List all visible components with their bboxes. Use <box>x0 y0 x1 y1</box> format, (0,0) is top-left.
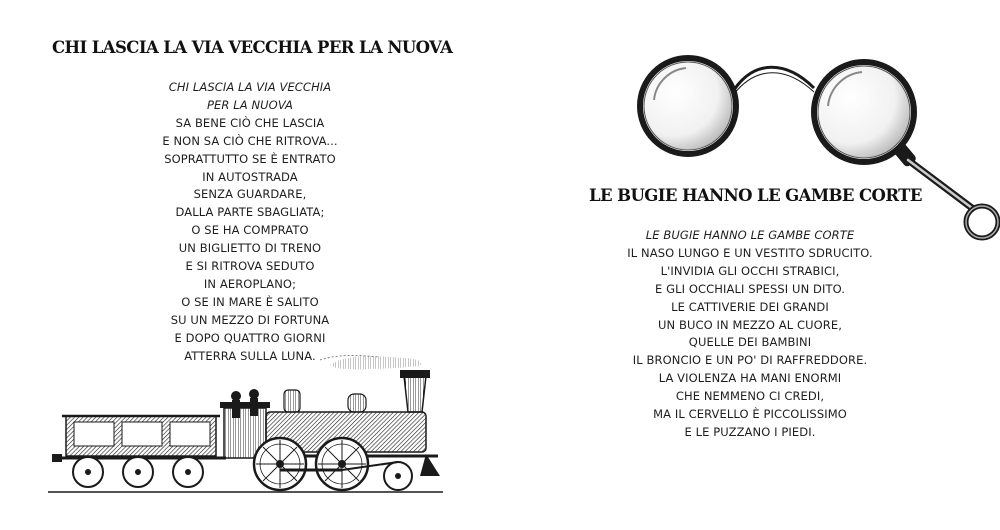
poem-line: CHI LASCIA LA VIA VECCHIA <box>168 80 332 94</box>
poem-line: SA BENE CIÒ CHE LASCIA <box>175 115 325 130</box>
poem-line: SOPRATTUTTO SE È ENTRATO <box>164 151 336 166</box>
poem-line: O SE IN MARE È SALITO <box>181 294 319 309</box>
lorgnette-handle <box>893 142 998 238</box>
poem-line: QUELLE DEI BAMBINI <box>688 335 812 350</box>
bridge <box>734 67 814 94</box>
steam-smoke <box>320 355 421 369</box>
poem-line: E NON SA CIÒ CHE RITROVA... <box>162 133 338 148</box>
left-page-title: CHI LASCIA LA VIA VECCHIA PER LA NUOVA <box>52 38 453 57</box>
poem-line: IL NASO LUNGO E UN VESTITO SDRUCITO. <box>627 245 873 260</box>
lens-left <box>640 58 736 154</box>
poem-line: IN AEROPLANO; <box>203 276 297 291</box>
steam-locomotive-illustration <box>48 350 443 498</box>
poem-line: CHE NEMMENO CI CREDI, <box>675 389 825 404</box>
poem-line: E DOPO QUATTRO GIORNI <box>174 330 326 345</box>
poem-line: SENZA GUARDARE, <box>193 187 307 202</box>
locomotive-tender <box>52 416 226 487</box>
poem-line: ATTERRA SULLA LUNA. <box>184 348 316 363</box>
poem-line: UN BIGLIETTO DI TRENO <box>178 241 322 256</box>
locomotive-engine <box>220 370 440 490</box>
poem-line: LE CATTIVERIE DEI GRANDI <box>671 299 829 314</box>
poem-line: E LE PUZZANO I PIEDI. <box>684 424 816 439</box>
poem-line: PER LA NUOVA <box>206 97 293 112</box>
poem-line: IN AUTOSTRADA <box>202 169 298 184</box>
poem-line: E SI RITROVA SEDUTO <box>185 259 315 274</box>
right-page-title: LE BUGIE HANNO LE GAMBE CORTE <box>589 186 922 205</box>
left-poem <box>125 79 375 366</box>
poem-line: MA IL CERVELLO È PICCOLISSIMO <box>653 407 847 422</box>
poem-line: UN BUCO IN MEZZO AL CUORE, <box>658 317 842 332</box>
lorgnette-illustration <box>636 50 1000 250</box>
poem-line: IL BRONCIO E UN PO' DI RAFFREDDORE. <box>632 353 868 368</box>
poem-line: E GLI OCCHIALI SPESSI UN DITO. <box>654 281 846 296</box>
poem-line: SU UN MEZZO DI FORTUNA <box>170 312 330 327</box>
poem-line: LE BUGIE HANNO LE GAMBE CORTE <box>645 228 855 242</box>
poem-line: L'INVIDIA GLI OCCHI STRABICI, <box>660 263 840 278</box>
poem-line: DALLA PARTE SBAGLIATA; <box>175 205 325 220</box>
poem-line: LA VIOLENZA HA MANI ENORMI <box>658 371 842 386</box>
right-poem <box>560 227 940 442</box>
poem-line: O SE HA COMPRATO <box>191 223 309 238</box>
